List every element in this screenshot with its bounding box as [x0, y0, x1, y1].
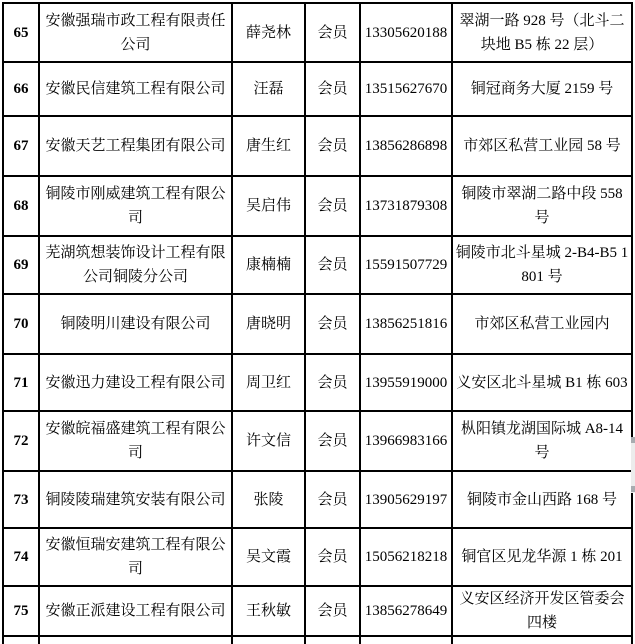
table-row	[3, 528, 632, 586]
phone-number-cell: 15591507729	[360, 236, 452, 294]
member-type-cell: 会员	[305, 116, 360, 176]
member-type-cell: 会员	[305, 528, 360, 586]
address-cell: 枞阳镇龙湖国际城 A8-14 号	[452, 411, 632, 471]
company-name-cell: 安徽强瑞市政工程有限责任公司	[39, 3, 232, 62]
table-row	[3, 294, 632, 354]
company-name-cell: 芜湖筑想装饰设计工程有限公司铜陵分公司	[39, 236, 232, 294]
phone-number-cell: 13955919000	[360, 354, 452, 411]
row-number-cell: 69	[3, 236, 39, 294]
table-row	[3, 116, 632, 176]
member-type-cell: 会员	[305, 294, 360, 354]
company-name-cell: 安徽天艺工程集团有限公司	[39, 116, 232, 176]
member-type-cell: 会员	[305, 236, 360, 294]
row-number-cell: 75	[3, 586, 39, 636]
address-cell: 铜陵市金山西路 168 号	[452, 471, 632, 528]
phone-number-cell: 15056218218	[360, 528, 452, 586]
scrollbar-fragment-track	[631, 437, 635, 493]
contact-name-cell: 汪磊	[232, 62, 305, 116]
row-number-cell-empty	[3, 636, 39, 644]
table-row	[3, 411, 632, 471]
address-cell-empty	[452, 636, 632, 644]
company-name-cell: 安徽皖福盛建筑工程有限公司	[39, 411, 232, 471]
contact-name-cell-empty	[232, 636, 305, 644]
table-row-partial	[3, 636, 632, 644]
phone-number-cell: 13966983166	[360, 411, 452, 471]
member-type-cell: 会员	[305, 176, 360, 236]
row-number-cell: 68	[3, 176, 39, 236]
contact-name-cell: 张陵	[232, 471, 305, 528]
table-row	[3, 3, 632, 62]
scrollbar-fragment-top-mark	[631, 437, 635, 443]
row-number-cell: 74	[3, 528, 39, 586]
row-number-cell: 70	[3, 294, 39, 354]
company-name-cell: 铜陵市刚威建筑工程有限公司	[39, 176, 232, 236]
address-cell: 铜陵市北斗星城 2-B4-B5 1801 号	[452, 236, 632, 294]
scrollbar-fragment-bottom-mark	[631, 486, 635, 492]
table-row	[3, 62, 632, 116]
address-cell: 铜冠商务大厦 2159 号	[452, 62, 632, 116]
table-row	[3, 236, 632, 294]
row-number-cell: 71	[3, 354, 39, 411]
address-cell: 铜陵市翠湖二路中段 558 号	[452, 176, 632, 236]
address-cell: 市郊区私营工业园 58 号	[452, 116, 632, 176]
contact-name-cell: 薛尧林	[232, 3, 305, 62]
company-name-cell: 安徽迅力建设工程有限公司	[39, 354, 232, 411]
contact-name-cell: 吴文霞	[232, 528, 305, 586]
row-number-cell: 72	[3, 411, 39, 471]
row-number-cell: 73	[3, 471, 39, 528]
table-row	[3, 586, 632, 636]
phone-number-cell: 13515627670	[360, 62, 452, 116]
members-table	[2, 2, 633, 644]
contact-name-cell: 康楠楠	[232, 236, 305, 294]
company-name-cell: 安徽恒瑞安建筑工程有限公司	[39, 528, 232, 586]
row-number-cell: 67	[3, 116, 39, 176]
member-type-cell: 会员	[305, 3, 360, 62]
contact-name-cell: 王秋敏	[232, 586, 305, 636]
phone-number-cell: 13856278649	[360, 586, 452, 636]
company-name-cell: 铜陵明川建设有限公司	[39, 294, 232, 354]
phone-number-cell: 13856286898	[360, 116, 452, 176]
members-table-body	[3, 3, 632, 644]
phone-number-cell: 13856251816	[360, 294, 452, 354]
address-cell: 义安区北斗星城 B1 栋 603	[452, 354, 632, 411]
member-type-cell: 会员	[305, 354, 360, 411]
table-row	[3, 354, 632, 411]
member-type-cell: 会员	[305, 471, 360, 528]
address-cell: 铜官区见龙华源 1 栋 201	[452, 528, 632, 586]
company-name-cell-empty	[39, 636, 232, 644]
phone-number-cell-empty	[360, 636, 452, 644]
contact-name-cell: 许文信	[232, 411, 305, 471]
member-type-cell: 会员	[305, 411, 360, 471]
table-row	[3, 471, 632, 528]
company-name-cell: 铜陵陵瑞建筑安装有限公司	[39, 471, 232, 528]
member-type-cell: 会员	[305, 586, 360, 636]
contact-name-cell: 唐生红	[232, 116, 305, 176]
address-cell: 翠湖一路 928 号（北斗二块地 B5 栋 22 层）	[452, 3, 632, 62]
address-cell: 市郊区私营工业园内	[452, 294, 632, 354]
phone-number-cell: 13905629197	[360, 471, 452, 528]
company-name-cell: 安徽民信建筑工程有限公司	[39, 62, 232, 116]
contact-name-cell: 周卫红	[232, 354, 305, 411]
phone-number-cell: 13731879308	[360, 176, 452, 236]
contact-name-cell: 吴启伟	[232, 176, 305, 236]
member-type-cell-empty	[305, 636, 360, 644]
row-number-cell: 66	[3, 62, 39, 116]
company-name-cell: 安徽正派建设工程有限公司	[39, 586, 232, 636]
table-row	[3, 176, 632, 236]
contact-name-cell: 唐晓明	[232, 294, 305, 354]
address-cell: 义安区经济开发区管委会四楼	[452, 586, 632, 636]
phone-number-cell: 13305620188	[360, 3, 452, 62]
member-type-cell: 会员	[305, 62, 360, 116]
row-number-cell: 65	[3, 3, 39, 62]
